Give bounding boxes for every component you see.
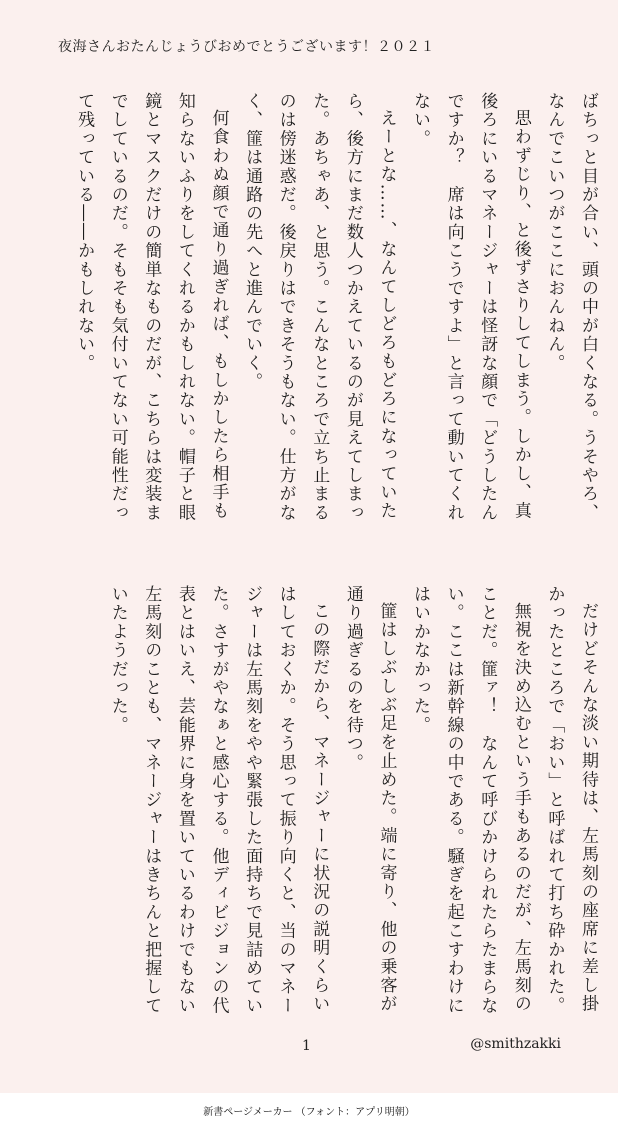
paragraph: 篚はしぶしぶ足を止めた。端に寄り、他の乗客が通り過ぎるのを待つ。 [342, 585, 397, 1014]
text-block-bottom [44, 585, 604, 1025]
paragraph: 何食わぬ顔で通り過ぎれば、もしかしたら相手も知らないふりをしてくれるかもしれない。帽子と眼鏡とマスクだけの簡単なものだが、こちらは変装までしているのだ。そもそも気付いてない可能性だって残っている――かもしれない。 [74, 92, 229, 523]
footer-credit: 新書ページメーカー （フォント：アプリ明朝） [203, 1107, 415, 1118]
paragraph: えーとな……、なんてしどろもどろになっていたら、後方にまだ数人つかえているのが見えてしまった。あちゃあ、と思う。こんなところで立ち止まるのは傍迷惑だ。後戻りはできそうもない。仕方がなく、篚は通路の先へと進んでいく。 [242, 92, 397, 523]
paragraph: ばちっと目が合い、頭の中が白くなる。うそやろ、なんでこいつがここにおんねん。 [544, 92, 598, 523]
paragraph: 思わずじり、と後ずさりしてしまう。しかし、真後ろにいるマネージャーは怪訝な顔で「どうしたんですか？ 席は向こうですよ」と言って動いてくれない。 [410, 92, 531, 523]
page-number: 1 [302, 1038, 311, 1054]
paragraph: 無視を決め込むという手もあるのだが、左馬刻のことだ。篚ァ！ なんて呼びかけられたらたまらない。ここは新幹線の中である。騒ぎを起こすわけにはいかなかった。 [410, 585, 531, 1016]
author-handle: @smithzakki [470, 1036, 561, 1052]
page-header: 夜海さんおたんじょうびおめでとうございます！２０２１ [58, 39, 435, 55]
paragraph: だけどそんな淡い期待は、左馬刻の座席に差し掛かったところで「おい」と呼ばれて打ち砕かれた。 [544, 585, 598, 1016]
text-block-top [44, 92, 604, 532]
paragraph: この際だから、マネージャーに状況の説明くらいはしておくか。そう思って振り向くと、当のマネージャーは左馬刻をやや緊張した面持ちで見詰めていた。さすがやなぁと感心する。他ディビジョンの代表とはいえ、芸能界に身を置いているわけでもない左馬刻のことも、マネージャーはきちんと把握していたようだった。 [107, 585, 330, 1016]
